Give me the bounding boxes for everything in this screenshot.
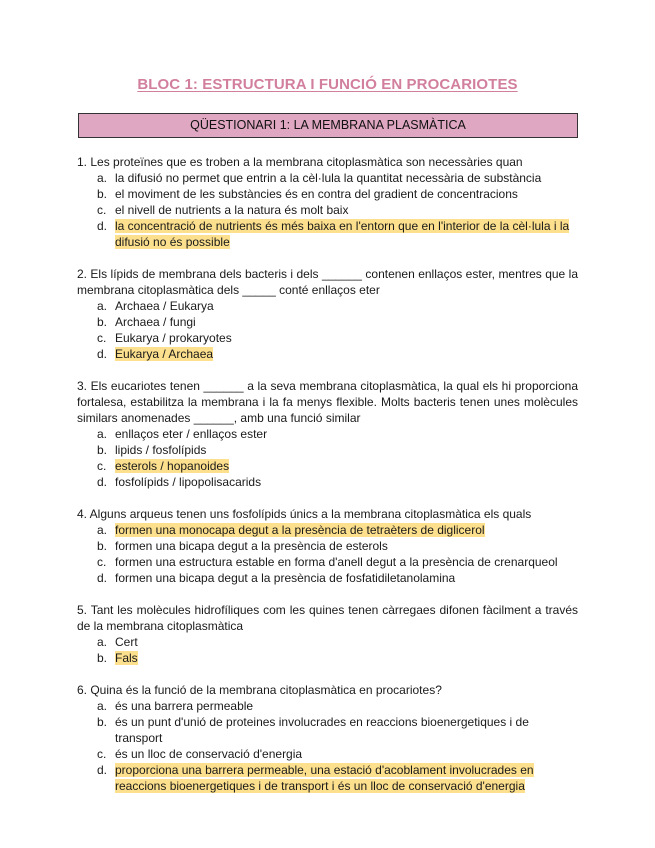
- question-item: [77, 506, 578, 586]
- question-stem: 2. Els lípids de membrana dels bacteris i dels ______ contenen enllaços ester, mentres que la membrana citoplasmàtica dels _____ conté enllaços eter: [77, 267, 578, 297]
- answer-option: [77, 346, 578, 362]
- option-list: [77, 698, 578, 794]
- option-text: Cert: [115, 635, 138, 649]
- option-letter: a.: [97, 299, 108, 313]
- answer-option: [77, 762, 578, 794]
- question-item: [77, 378, 578, 490]
- option-letter: a.: [97, 523, 108, 537]
- answer-option: [77, 442, 578, 458]
- option-text: Archaea / fungi: [115, 315, 196, 329]
- section-title-box: QÜESTIONARI 1: LA MEMBRANA PLASMÀTICA: [78, 113, 578, 138]
- answer-option: [77, 474, 578, 490]
- option-letter: b.: [97, 187, 108, 201]
- option-text: és una barrera permeable: [115, 699, 254, 713]
- answer-option: [77, 650, 578, 666]
- option-text: Eukarya / prokaryotes: [115, 331, 232, 345]
- option-letter: b.: [97, 443, 108, 457]
- option-list: [77, 298, 578, 362]
- option-letter: c.: [97, 555, 107, 569]
- question-list: [77, 154, 578, 810]
- option-letter: b.: [97, 715, 108, 729]
- question-item: [77, 602, 578, 666]
- answer-option: [77, 458, 578, 474]
- option-letter: d.: [97, 219, 108, 233]
- option-text: és un lloc de conservació d'energia: [115, 747, 303, 761]
- option-letter: a.: [97, 699, 108, 713]
- answer-option: [77, 170, 578, 186]
- answer-option: [77, 202, 578, 218]
- option-letter: a.: [97, 427, 108, 441]
- option-letter: b.: [97, 651, 108, 665]
- option-text: formen una bicapa degut a la presència de fosfatidiletanolamina: [115, 571, 456, 585]
- option-letter: c.: [97, 331, 107, 345]
- option-letter: b.: [97, 315, 108, 329]
- option-text: és un punt d'unió de proteines involucrades en reaccions bioenergetiques i de transport: [115, 715, 529, 745]
- question-stem: 3. Els eucariotes tenen ______ a la seva membrana citoplasmàtica, la qual els hi proporciona fortalesa, estabilitza la membrana i la fa menys flexible. Molts bacteris tenen unes molècules similars anomenades ______, amb una funció similar: [77, 379, 578, 425]
- option-text: formen una bicapa degut a la presència de esterols: [115, 539, 388, 553]
- option-letter: d.: [97, 571, 108, 585]
- correct-answer-highlight: formen una monocapa degut a la presència de tetraèters de diglicerol: [115, 523, 485, 537]
- answer-option: [77, 714, 578, 746]
- option-text: lipids / fosfolípids: [115, 443, 207, 457]
- option-letter: d.: [97, 475, 108, 489]
- page-title: BLOC 1: ESTRUCTURA I FUNCIÓ EN PROCARIOTES: [137, 76, 518, 93]
- option-letter: c.: [97, 747, 107, 761]
- answer-option: [77, 698, 578, 714]
- answer-option: [77, 634, 578, 650]
- answer-option: [77, 746, 578, 762]
- answer-option: [77, 426, 578, 442]
- answer-option: [77, 314, 578, 330]
- option-letter: d.: [97, 763, 108, 777]
- option-letter: c.: [97, 459, 107, 473]
- option-text: la difusió no permet que entrin a la cèl·lula la quantitat necessària de substància: [115, 171, 542, 185]
- correct-answer-highlight: Eukarya / Archaea: [115, 347, 214, 361]
- option-letter: c.: [97, 203, 107, 217]
- option-text: el nivell de nutrients a la natura és molt baix: [115, 203, 349, 217]
- correct-answer-highlight: proporciona una barrera permeable, una estació d'acoblament involucrades en reaccions bioenergetiques i de transport i és un lloc de conservació d'energia: [115, 763, 534, 793]
- correct-answer-highlight: Fals: [115, 651, 138, 665]
- answer-option: [77, 554, 578, 570]
- question-stem: 1. Les proteïnes que es troben a la membrana citoplasmàtica son necessàries quan: [77, 155, 523, 169]
- option-letter: a.: [97, 171, 108, 185]
- question-stem: 4. Alguns arqueus tenen uns fosfolípids únics a la membrana citoplasmàtica els quals: [77, 507, 532, 521]
- option-text: el moviment de les substàncies és en contra del gradient de concentracions: [115, 187, 518, 201]
- option-text: enllaços eter / enllaços ester: [115, 427, 268, 441]
- question-item: [77, 154, 578, 250]
- answer-option: [77, 330, 578, 346]
- answer-option: [77, 522, 578, 538]
- option-letter: d.: [97, 347, 108, 361]
- option-list: [77, 634, 578, 666]
- option-text: formen una estructura estable en forma d'anell degut a la presència de crenarqueol: [115, 555, 558, 569]
- correct-answer-highlight: esterols / hopanoides: [115, 459, 230, 473]
- answer-option: [77, 218, 578, 250]
- option-text: Archaea / Eukarya: [115, 299, 214, 313]
- option-letter: b.: [97, 539, 108, 553]
- answer-option: [77, 538, 578, 554]
- option-list: [77, 426, 578, 490]
- answer-option: [77, 298, 578, 314]
- option-list: [77, 522, 578, 586]
- question-item: [77, 266, 578, 362]
- option-letter: a.: [97, 635, 108, 649]
- answer-option: [77, 570, 578, 586]
- question-stem: 5. Tant les molècules hidrofíliques com les quines tenen càrregaes difonen fàcilment a través de la membrana citoplasmàtica: [77, 603, 578, 633]
- answer-option: [77, 186, 578, 202]
- question-item: [77, 682, 578, 794]
- question-stem: 6. Quina és la funció de la membrana citoplasmàtica en procariotes?: [77, 683, 442, 697]
- option-text: fosfolípids / lipopolisacarids: [115, 475, 262, 489]
- option-list: [77, 170, 578, 250]
- correct-answer-highlight: la concentració de nutrients és més baixa en l'entorn que en l'interior de la cèl·lula i la difusió no és possible: [115, 219, 570, 249]
